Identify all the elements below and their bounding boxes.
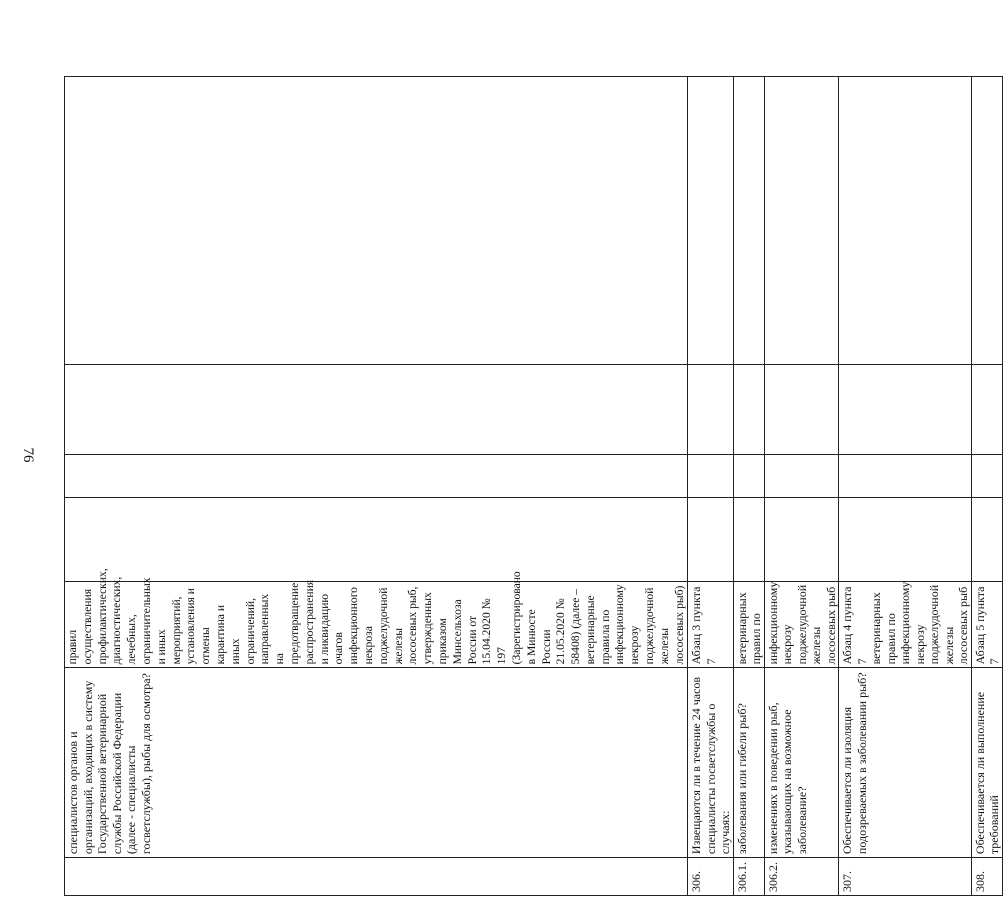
comment-cell [839,77,972,365]
answer-cell [764,454,839,497]
answer-cell [764,364,839,454]
table-row [971,77,1002,896]
comment-cell [733,77,764,365]
answer-cell [65,497,688,581]
answer-cell [733,454,764,497]
question-cell: Извещаются ли в течение 24 часов специалисты госветслужбы о случаях: [688,668,734,858]
comment-cell [65,77,688,365]
table-row [733,77,764,896]
table-row [65,77,688,896]
row-number: 306. [688,858,734,896]
answer-cell [839,454,972,497]
question-cell: специалистов органов и организаций, входящих в систему Государственной ветеринарной службы Российской Федерации (далее - специалисты госветслужбы), рыбы для осмотра? [65,668,688,858]
question-cell: Обеспечивается ли выполнение требований [971,668,1002,858]
answer-cell [65,364,688,454]
row-number [65,858,688,896]
reference-cell: ветеринарных правил по [733,582,764,668]
comment-cell [688,77,734,365]
row-number: 308. [971,858,1002,896]
answer-cell [733,497,764,581]
reference-cell: Абзац 3 пункта 7 [688,582,734,668]
row-number: 306.1. [733,858,764,896]
row-number: 307. [839,858,972,896]
checklist-table [64,76,1003,896]
reference-cell: Абзац 5 пункта 7 [971,582,1002,668]
table-row [839,77,972,896]
answer-cell [971,497,1002,581]
table-row [688,77,734,896]
page-number: 76 [20,447,36,463]
reference-cell: Абзац 4 пункта 7 ветеринарных правил по инфекционному некрозу поджелудочной железы лососевых рыб [839,582,972,668]
reference-cell: инфекционному некрозу поджелудочной железы лососевых рыб [764,582,839,668]
comment-cell [764,77,839,365]
question-cell: заболевания или гибели рыб? [733,668,764,858]
answer-cell [688,364,734,454]
answer-cell [839,497,972,581]
answer-cell [764,497,839,581]
answer-cell [971,454,1002,497]
answer-cell [733,364,764,454]
answer-cell [65,454,688,497]
table-row [764,77,839,896]
question-cell: Обеспечивается ли изоляция подозреваемых в заболевании рыб? [839,668,972,858]
answer-cell [688,454,734,497]
comment-cell [971,77,1002,365]
answer-cell [971,364,1002,454]
reference-cell: правил осуществления профилактических, диагностических, лечебных, ограничительных и иных мероприятий, установления и отмены карантина и иных ограничений, направленных на предотвращение распространения и ликвидацию очагов инфекционного некроза поджелудочной железы лососевых рыб, утвержденных приказом Минсельхоза России от 15.04.2020 № 197 (Зарегистрировано в Минюсте России 21.05.2020 № 58408) (далее – ветеринарные правила по инфекционному некрозу поджелудочной железы лососевых рыб) [65,582,688,668]
question-cell: изменениях в поведении рыб, указывающих на возможное заболевание? [764,668,839,858]
answer-cell [688,497,734,581]
answer-cell [839,364,972,454]
rotated-table-container [64,76,1002,896]
row-number: 306.2. [764,858,839,896]
